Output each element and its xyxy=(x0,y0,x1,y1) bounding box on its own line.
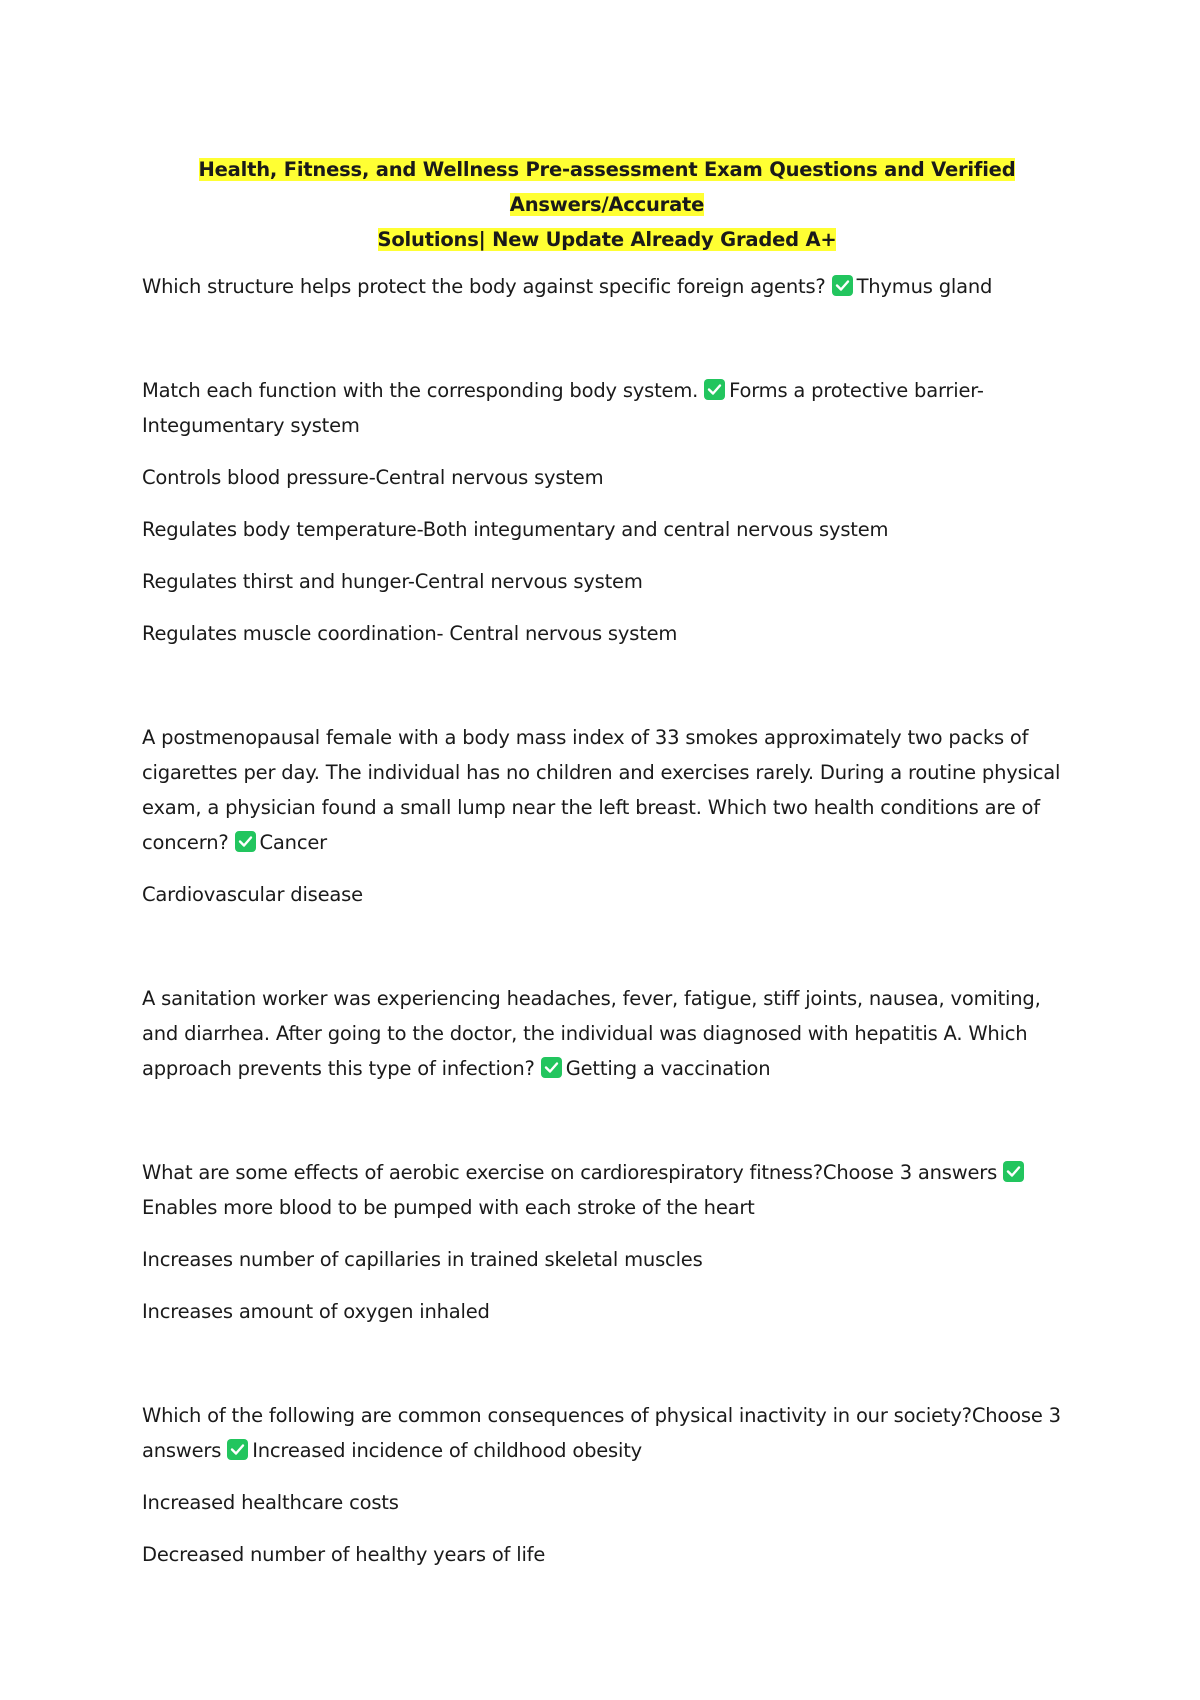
answer-line: Increases number of capillaries in trained skeletal muscles xyxy=(142,1248,703,1271)
question-line xyxy=(142,373,1072,443)
question-text: A postmenopausal female with a body mass index of 33 smokes approximately two packs of cigarettes per day. The individual has no children and exercises rarely. During a routine physical exam, a physician found a small lump near the left breast. Which two health conditions are of concern? xyxy=(142,726,1061,854)
question-text: Match each function with the corresponding body system. xyxy=(142,379,699,402)
spacer xyxy=(142,668,1072,720)
question-block xyxy=(142,373,1072,651)
question-block xyxy=(142,1155,1072,1329)
question-line xyxy=(142,981,1072,1086)
check-mark-icon xyxy=(235,831,256,852)
spacer xyxy=(142,929,1072,981)
answer-text: Increased incidence of childhood obesity xyxy=(252,1439,643,1462)
title-line-2: Solutions| New Update Already Graded A+ xyxy=(377,228,837,251)
answer-line: Cardiovascular disease xyxy=(142,883,363,906)
spacer xyxy=(142,321,1072,373)
check-mark-icon xyxy=(1003,1161,1024,1182)
check-mark-icon xyxy=(227,1439,248,1460)
question-text: What are some effects of aerobic exercise on cardiorespiratory fitness?Choose 3 answers xyxy=(142,1161,998,1184)
answer-text: Forms a protective barrier-Integumentary system xyxy=(142,379,984,437)
question-text: Which structure helps protect the body against specific foreign agents? xyxy=(142,275,826,298)
document-title xyxy=(142,152,1072,257)
question-list xyxy=(142,269,1072,1572)
question-block xyxy=(142,269,1072,304)
answer-line: Regulates thirst and hunger-Central nervous system xyxy=(142,570,643,593)
answer-line: Regulates muscle coordination- Central nervous system xyxy=(142,622,678,645)
question-block xyxy=(142,1398,1072,1572)
question-line xyxy=(142,1398,1072,1468)
answer-line: Controls blood pressure-Central nervous system xyxy=(142,466,604,489)
check-mark-icon xyxy=(704,379,725,400)
question-block xyxy=(142,720,1072,912)
spacer xyxy=(142,1103,1072,1155)
document-page xyxy=(142,152,1072,1589)
answer-line: Increased healthcare costs xyxy=(142,1491,399,1514)
answer-text: Enables more blood to be pumped with each stroke of the heart xyxy=(142,1196,755,1219)
answer-line: Decreased number of healthy years of life xyxy=(142,1543,546,1566)
question-line xyxy=(142,269,1072,304)
check-mark-icon xyxy=(541,1057,562,1078)
question-line xyxy=(142,720,1072,860)
answer-text: Getting a vaccination xyxy=(565,1057,771,1080)
check-mark-icon xyxy=(832,275,853,296)
question-text: A sanitation worker was experiencing headaches, fever, fatigue, stiff joints, nausea, vomiting, and diarrhea. After going to the doctor, the individual was diagnosed with hepatitis A. Which approach prevents this type of infection? xyxy=(142,987,1041,1080)
answer-line: Increases amount of oxygen inhaled xyxy=(142,1300,490,1323)
answer-text: Cancer xyxy=(259,831,327,854)
title-line-1: Health, Fitness, and Wellness Pre-assessment Exam Questions and Verified Answers/Accurate xyxy=(198,158,1016,216)
spacer xyxy=(142,1346,1072,1398)
answer-text: Thymus gland xyxy=(856,275,993,298)
question-text: Which of the following are common consequences of physical inactivity in our society?Choose 3 answers xyxy=(142,1404,1061,1462)
question-block xyxy=(142,981,1072,1086)
answer-line: Regulates body temperature-Both integumentary and central nervous system xyxy=(142,518,889,541)
question-line xyxy=(142,1155,1072,1225)
